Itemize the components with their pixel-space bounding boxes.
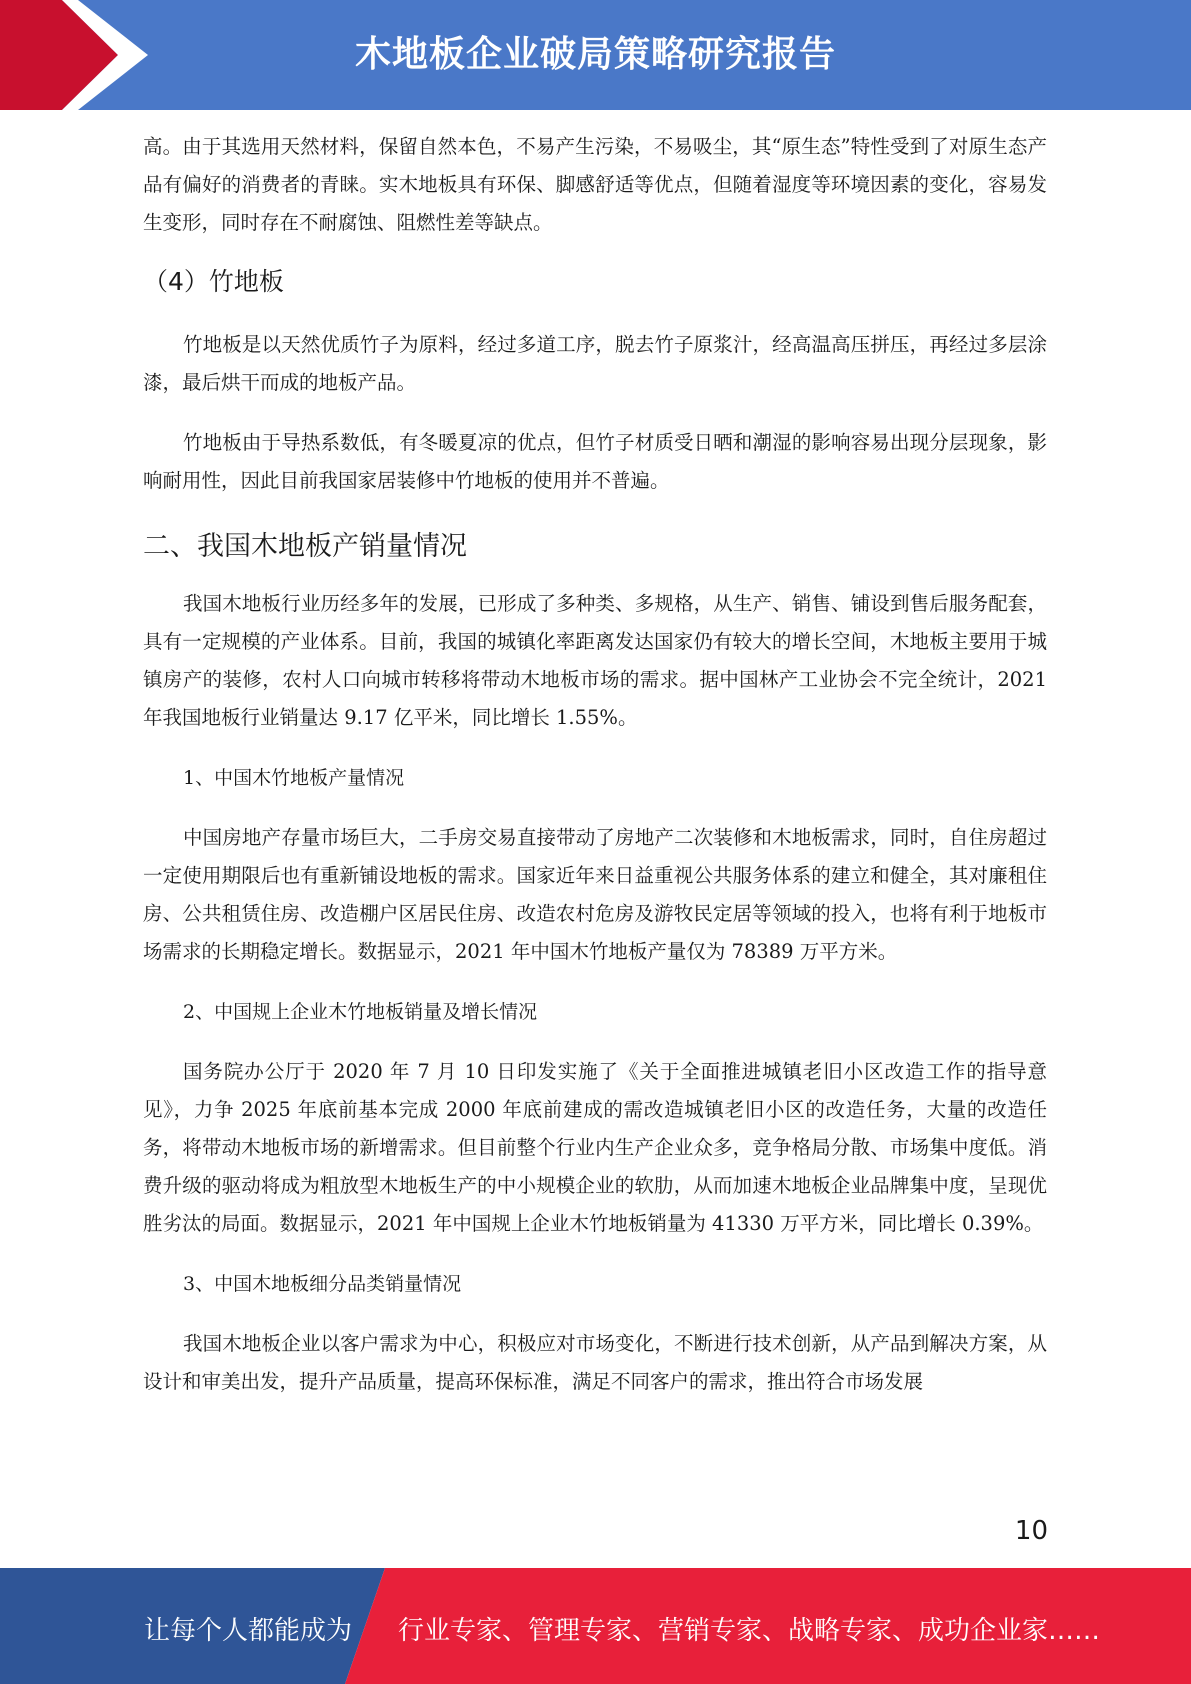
report-title: 木地板企业破局策略研究报告: [354, 34, 836, 75]
header-banner: [0, 0, 1191, 110]
footer-banner: [0, 1568, 1191, 1684]
footer-slogan-left: 让每个人都能成为: [144, 1616, 353, 1646]
paragraph: 我国木地板企业以客户需求为中心，积极应对市场变化，不断进行技术创新，从产品到解决方案，从设计和审美出发，提升产品质量，提高环保标准，满足不同客户的需求，推出符合市场发展: [143, 1332, 1047, 1393]
paragraph: 我国木地板行业历经多年的发展，已形成了多种类、多规格，从生产、销售、铺设到售后服务配套，具有一定规模的产业体系。目前，我国的城镇化率距离发达国家仍有较大的增长空间，木地板主要用于城镇房产的装修，农村人口向城市转移将带动木地板市场的需求。据中国林产工业协会不完全统计，2021 年我国地板行业销量达 9.17 亿平米，同比增长 1.55%。: [143, 592, 1047, 729]
numbered-subheading: 1、中国木竹地板产量情况: [183, 767, 405, 789]
paragraph: 中国房地产存量市场巨大，二手房交易直接带动了房地产二次装修和木地板需求，同时，自住房超过一定使用期限后也有重新铺设地板的需求。国家近年来日益重视公共服务体系的建立和健全，其对廉租住房、公共租赁住房、改造棚户区居民住房、改造农村危房及游牧民定居等领域的投入，也将有利于地板市场需求的长期稳定增长。数据显示，2021 年中国木竹地板产量仅为 78389 万平方米。: [143, 826, 1047, 963]
document-body: [143, 128, 1047, 1401]
footer-slogan-right: 行业专家、管理专家、营销专家、战略专家、成功企业家……: [398, 1616, 1101, 1646]
section-heading: 二、我国木地板产销量情况: [143, 531, 467, 562]
paragraph: 国务院办公厅于 2020 年 7 月 10 日印发实施了《关于全面推进城镇老旧小区改造工作的指导意见》，力争 2025 年底前基本完成 2000 年底前建成的需改造城镇老旧小区的改造任务，大量的改造任务，将带动木地板市场的新增需求。但目前整个行业内生产企业众多，竞争格局分散、市场集中度低。消费升级的驱动将成为粗放型木地板生产的中小规模企业的软肋，从而加速木地板企业品牌集中度，呈现优胜劣汰的局面。数据显示，2021 年中国规上企业木竹地板销量为 41330 万平方米，同比增长 0.39%。: [143, 1060, 1047, 1235]
paragraph: 竹地板由于导热系数低，有冬暖夏凉的优点，但竹子材质受日晒和潮湿的影响容易出现分层现象，影响耐用性，因此目前我国家居装修中竹地板的使用并不普遍。: [143, 431, 1047, 492]
page-number: 10: [1014, 1516, 1048, 1546]
paragraph: 高。由于其选用天然材料，保留自然本色，不易产生污染，不易吸尘，其“原生态”特性受到了对原生态产品有偏好的消费者的青睐。实木地板具有环保、脚感舒适等优点，但随着湿度等环境因素的变化，容易发生变形，同时存在不耐腐蚀、阻燃性差等缺点。: [143, 135, 1047, 234]
paragraph: 竹地板是以天然优质竹子为原料，经过多道工序，脱去竹子原浆汁，经高温高压拼压，再经过多层涂漆，最后烘干而成的地板产品。: [143, 333, 1047, 394]
numbered-subheading: 2、中国规上企业木竹地板销量及增长情况: [183, 1001, 538, 1023]
subsection-heading-bamboo: （4）竹地板: [143, 267, 284, 296]
numbered-subheading: 3、中国木地板细分品类销量情况: [183, 1273, 462, 1295]
